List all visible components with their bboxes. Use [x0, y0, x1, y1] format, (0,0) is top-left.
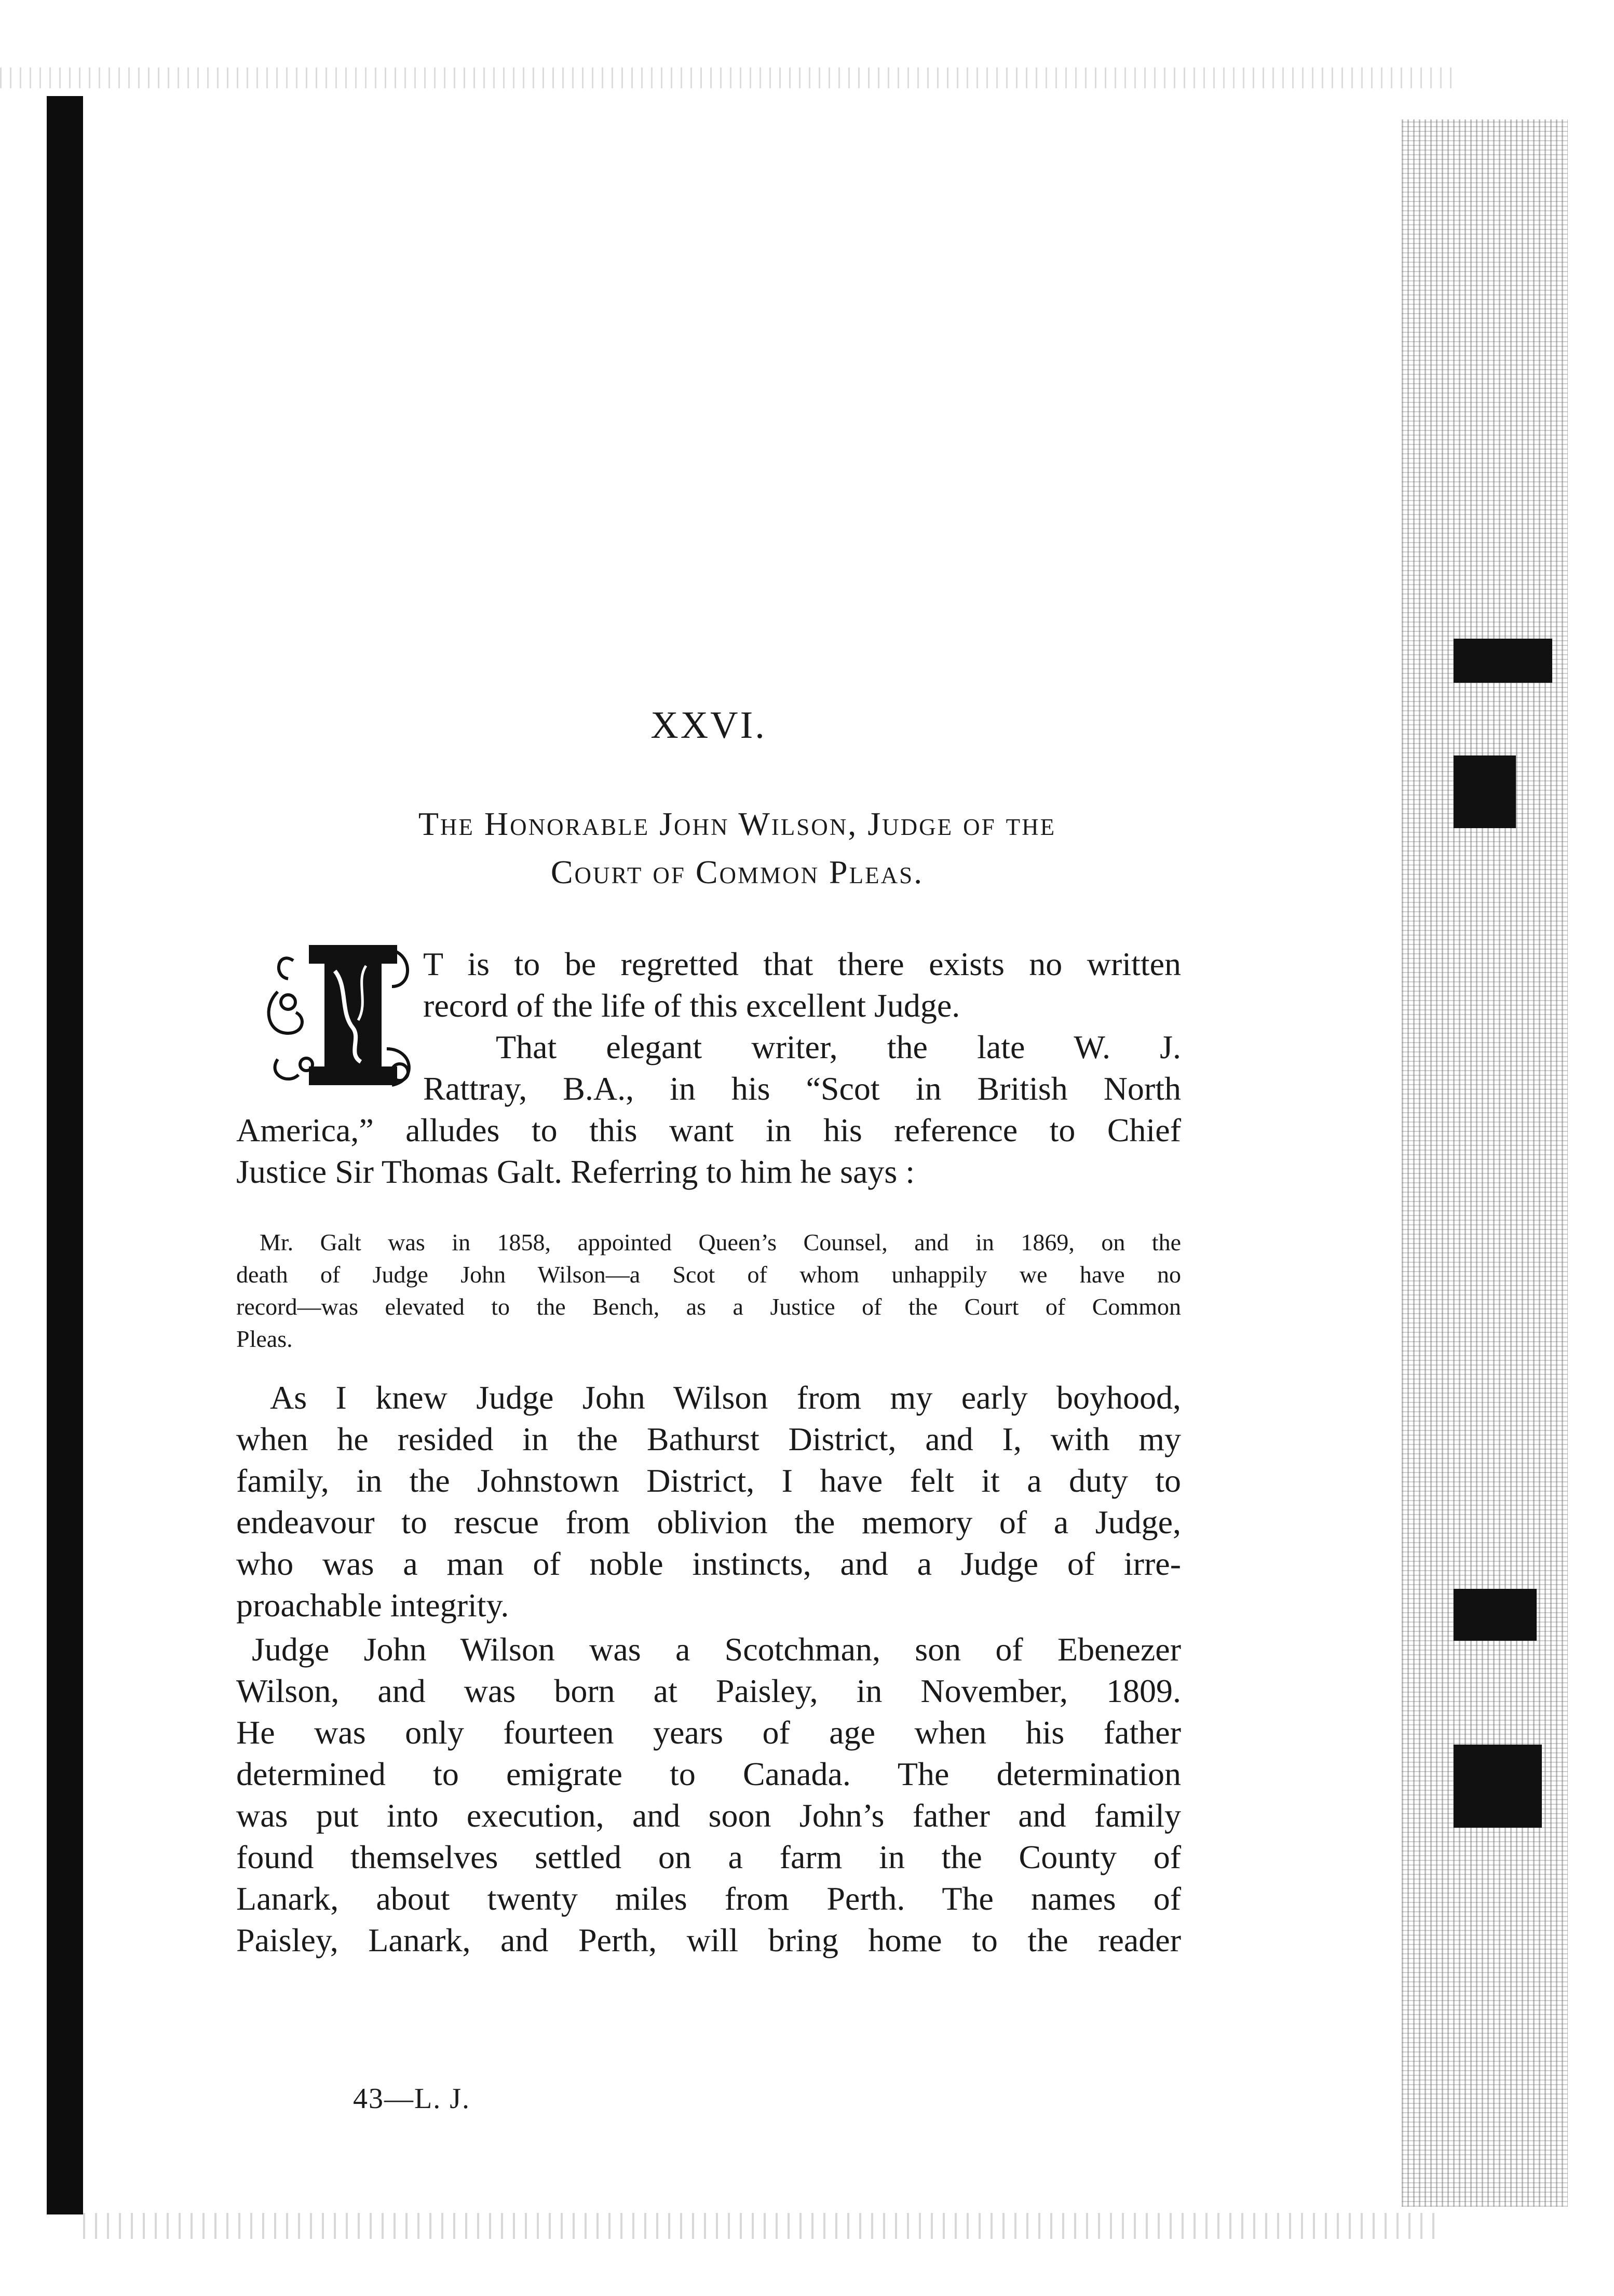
paragraph-line: proachable integrity. — [236, 1587, 509, 1624]
paragraph-line: was put into execution, and soon John’s father and family — [236, 1797, 1181, 1834]
quote-line: death of Judge John Wilson—a Scot of whom unhappily we have no — [236, 1261, 1181, 1288]
scan-artifact-block — [1454, 639, 1552, 683]
paragraph-line: Justice Sir Thomas Galt. Referring to him he says : — [236, 1153, 915, 1190]
chapter-number: XXVI. — [650, 704, 767, 747]
paragraph-line: T is to be regretted that there exists no written — [423, 946, 1181, 982]
paragraph-line: America,” alludes to this want in his reference to Chief — [236, 1112, 1181, 1149]
paragraph-line: endeavour to rescue from oblivion the memory of a Judge, — [236, 1504, 1181, 1541]
scan-artifact-block — [1454, 1745, 1542, 1828]
paragraph-line: determined to emigrate to Canada. The determination — [236, 1755, 1181, 1792]
scan-artifact-block — [1454, 755, 1516, 828]
paragraph-line: found themselves settled on a farm in the County of — [236, 1839, 1181, 1875]
signature-mark: 43—L. J. — [353, 2083, 470, 2115]
paragraph-line: Rattray, B.A., in his “Scot in British North — [423, 1070, 1181, 1107]
paragraph-line: That elegant writer, the late W. J. — [496, 1029, 1181, 1065]
paragraph-line: when he resided in the Bathurst District, and I, with my — [236, 1421, 1181, 1457]
scan-bottom-edge-noise — [83, 2213, 1443, 2239]
paragraph-line: family, in the Johnstown District, I have felt it a duty to — [236, 1462, 1181, 1499]
paragraph-line: who was a man of noble instincts, and a Judge of irre- — [236, 1545, 1181, 1582]
paragraph-line: He was only fourteen years of age when his father — [236, 1714, 1181, 1751]
scan-right-edge-noise — [1402, 119, 1568, 2207]
quote-line: Pleas. — [236, 1326, 293, 1352]
paragraph-line: Lanark, about twenty miles from Perth. The names of — [236, 1880, 1181, 1917]
scan-top-edge-noise — [0, 67, 1454, 88]
paragraph-line: Paisley, Lanark, and Perth, will bring home to the reader — [236, 1922, 1181, 1959]
paragraph-line: As I knew Judge John Wilson from my early boyhood, — [270, 1379, 1181, 1416]
paragraph-line: record of the life of this excellent Judge. — [423, 987, 960, 1024]
ornamental-drop-cap-icon — [257, 929, 428, 1101]
scan-artifact-block — [1454, 1589, 1537, 1641]
chapter-title-line: Court of Common Pleas. — [550, 854, 924, 890]
quote-line: Mr. Galt was in 1858, appointed Queen’s Counsel, and in 1869, on the — [260, 1229, 1181, 1255]
book-spine-shadow — [47, 96, 83, 2214]
paragraph-line: Judge John Wilson was a Scotchman, son of Ebenezer — [252, 1631, 1181, 1668]
paragraph-line: Wilson, and was born at Paisley, in November, 1809. — [236, 1672, 1181, 1709]
chapter-title-line: The Honorable John Wilson, Judge of the — [418, 805, 1056, 842]
quote-line: record—was elevated to the Bench, as a Justice of the Court of Common — [236, 1293, 1181, 1320]
